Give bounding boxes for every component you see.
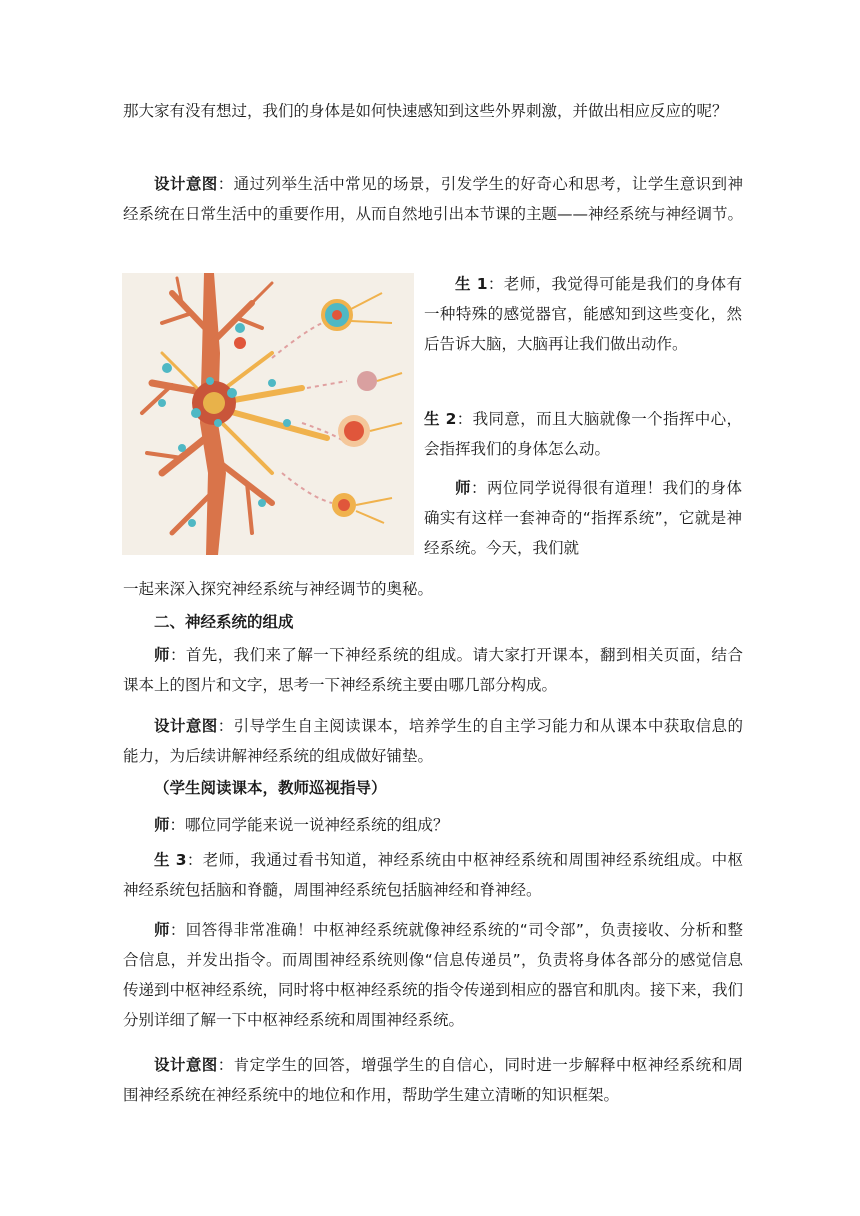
teacher-3 (123, 810, 743, 840)
neuron-illustration (122, 273, 414, 555)
teacher-label: 师 (154, 646, 170, 664)
reading-note (123, 773, 743, 803)
student-1 (424, 269, 742, 359)
teacher-text: ：两位同学说得很有道理！我们的身体确实有这样一套神奇的“指挥系统”，它就是神经系统。今天，我们就 (424, 479, 742, 557)
teacher-text: ：首先，我们来了解一下神经系统的组成。请大家打开课本，翻到相关页面，结合课本上的图片和文字，思考一下神经系统主要由哪几部分构成。 (123, 646, 743, 694)
design-text: ：肯定学生的回答，增强学生的自信心，同时进一步解释中枢神经系统和周围神经系统在神经系统中的地位和作用，帮助学生建立清晰的知识框架。 (123, 1056, 743, 1104)
student-text: ：我同意，而且大脑就像一个指挥中心，会指挥我们的身体怎么动。 (424, 410, 742, 458)
student-text: ：老师，我通过看书知道，神经系统由中枢神经系统和周围神经系统组成。中枢神经系统包括脑和脊髓，周围神经系统包括脑神经和脊神经。 (123, 851, 743, 899)
teacher-label: 师 (154, 816, 170, 834)
design-text: ：通过列举生活中常见的场景，引发学生的好奇心和思考，让学生意识到神经系统在日常生活中的重要作用，从而自然地引出本节课的主题——神经系统与神经调节。 (123, 175, 744, 223)
teacher-text-continued: 一起来深入探究神经系统与神经调节的奥秘。 (123, 580, 434, 598)
design-label: 设计意图 (154, 1056, 218, 1074)
design-intent-2 (123, 711, 743, 771)
teacher-label: 师 (455, 479, 471, 497)
design-text: ：引导学生自主阅读课本，培养学生的自主学习能力和从课本中获取信息的能力，为后续讲解神经系统的组成做好铺垫。 (123, 717, 743, 765)
student-3 (123, 845, 743, 905)
design-label: 设计意图 (154, 175, 218, 193)
teacher-1-continued (123, 574, 743, 604)
student-label: 生 2 (424, 410, 457, 428)
teacher-text: ：哪位同学能来说一说神经系统的组成？ (169, 816, 449, 834)
teacher-text: ：回答得非常准确！中枢神经系统就像神经系统的“司令部”，负责接收、分析和整合信息，并发出指令。而周围神经系统则像“信息传递员”，负责将身体各部分的感觉信息传递到中枢神经系统，同时将中枢神经系统的指令传递到相应的器官和肌肉。接下来，我们分别详细了解一下中枢神经系统和周围神经系统。 (123, 921, 744, 1029)
student-text: ：老师，我觉得可能是我们的身体有一种特殊的感觉器官，能感知到这些变化，然后告诉大脑，大脑再让我们做出动作。 (424, 275, 742, 353)
intro-question: 那大家有没有想过，我们的身体是如何快速感知到这些外界刺激，并做出相应反应的呢？ (123, 102, 728, 120)
teacher-1 (424, 473, 742, 563)
reading-note-text: （学生阅读课本，教师巡视指导） (154, 779, 387, 797)
design-intent-3 (123, 1050, 743, 1110)
design-label: 设计意图 (154, 717, 218, 735)
section-heading: 二、神经系统的组成 (154, 613, 294, 631)
student-2 (424, 404, 742, 464)
student-label: 生 1 (455, 275, 488, 293)
teacher-label: 师 (154, 921, 170, 939)
design-intent-1 (123, 169, 743, 229)
section-2 (123, 607, 743, 637)
intro-block (123, 96, 743, 126)
teacher-2 (123, 640, 743, 700)
teacher-4 (123, 915, 743, 1035)
student-label: 生 3 (154, 851, 187, 869)
neuron-icon (122, 273, 414, 555)
